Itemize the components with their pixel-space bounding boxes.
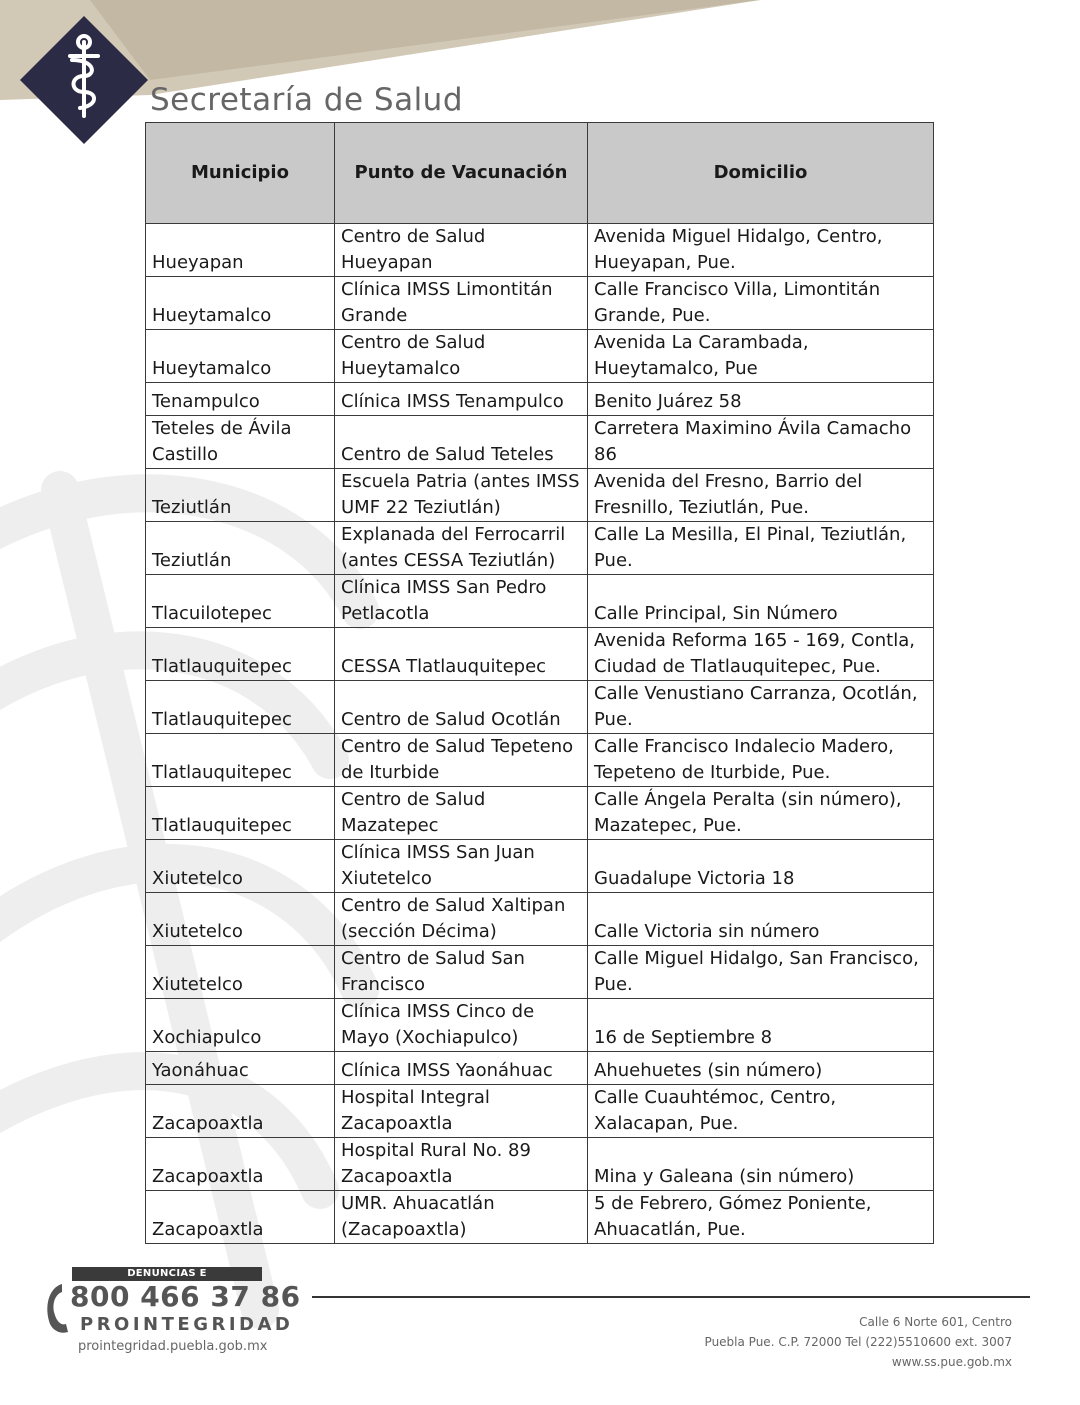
cell-punto: Explanada del Ferrocarril (antes CESSA Teziutlán) (335, 522, 588, 575)
address-line-1: Calle 6 Norte 601, Centro (859, 1315, 1012, 1329)
footer-divider (312, 1296, 1030, 1298)
cell-domicilio: Calle La Mesilla, El Pinal, Teziutlán, Pue. (588, 522, 934, 575)
cell-municipio: Zacapoaxtla (146, 1085, 335, 1138)
cell-domicilio: Guadalupe Victoria 18 (588, 840, 934, 893)
table-row (146, 1138, 934, 1191)
table-row (146, 840, 934, 893)
table-row (146, 416, 934, 469)
table-row (146, 1191, 934, 1244)
cell-municipio: Xochiapulco (146, 999, 335, 1052)
cell-domicilio: Calle Victoria sin número (588, 893, 934, 946)
cell-punto: Hospital Integral Zacapoaxtla (335, 1085, 588, 1138)
prointegridad-label: PROINTEGRIDAD (80, 1314, 294, 1335)
phone-icon (40, 1280, 74, 1336)
cell-municipio: Teziutlán (146, 522, 335, 575)
complaints-phone[interactable]: 800 466 37 86 (70, 1280, 301, 1313)
table-row (146, 1085, 934, 1138)
cell-municipio: Hueytamalco (146, 330, 335, 383)
cell-municipio: Hueyapan (146, 224, 335, 277)
table-row (146, 734, 934, 787)
cell-municipio: Xiutetelco (146, 893, 335, 946)
cell-municipio: Tlatlauquitepec (146, 734, 335, 787)
cell-punto: Clínica IMSS Tenampulco (335, 383, 588, 416)
cell-punto: Centro de Salud Xaltipan (sección Décima) (335, 893, 588, 946)
cell-punto: Clínica IMSS Cinco de Mayo (Xochiapulco) (335, 999, 588, 1052)
cell-domicilio: Calle Principal, Sin Número (588, 575, 934, 628)
cell-domicilio: Calle Ángela Peralta (sin número), Mazatepec, Pue. (588, 787, 934, 840)
cell-domicilio: Ahuehuetes (sin número) (588, 1052, 934, 1085)
cell-punto: CESSA Tlatlauquitepec (335, 628, 588, 681)
cell-municipio: Zacapoaxtla (146, 1191, 335, 1244)
table-header-row (146, 123, 934, 224)
cell-municipio: Hueytamalco (146, 277, 335, 330)
column-header-punto: Punto de Vacunación (335, 123, 588, 224)
cell-punto: Escuela Patria (antes IMSS UMF 22 Teziutlán) (335, 469, 588, 522)
cell-municipio: Xiutetelco (146, 840, 335, 893)
cell-domicilio: Mina y Galeana (sin número) (588, 1138, 934, 1191)
cell-punto: Centro de Salud Hueyapan (335, 224, 588, 277)
cell-domicilio: Calle Miguel Hidalgo, San Francisco, Pue. (588, 946, 934, 999)
cell-punto: Centro de Salud Mazatepec (335, 787, 588, 840)
cell-municipio: Teziutlán (146, 469, 335, 522)
cell-domicilio: Calle Francisco Indalecio Madero, Tepeteno de Iturbide, Pue. (588, 734, 934, 787)
prointegridad-url[interactable]: prointegridad.puebla.gob.mx (78, 1339, 268, 1354)
table-row (146, 999, 934, 1052)
table-row (146, 681, 934, 734)
cell-municipio: Tlatlauquitepec (146, 787, 335, 840)
cell-domicilio: 16 de Septiembre 8 (588, 999, 934, 1052)
secretaria-salud-logo (20, 16, 148, 144)
cell-punto: Centro de Salud Ocotlán (335, 681, 588, 734)
cell-domicilio: Avenida La Carambada, Hueytamalco, Pue (588, 330, 934, 383)
cell-domicilio: Avenida del Fresno, Barrio del Fresnillo, Teziutlán, Pue. (588, 469, 934, 522)
table-row (146, 522, 934, 575)
table-row (146, 330, 934, 383)
website-link[interactable]: www.ss.pue.gob.mx (891, 1355, 1012, 1369)
cell-domicilio: Avenida Reforma 165 - 169, Contla, Ciudad de Tlatlauquitepec, Pue. (588, 628, 934, 681)
vaccination-points-table (145, 122, 934, 1244)
cell-domicilio: Calle Cuauhtémoc, Centro, Xalacapan, Pue. (588, 1085, 934, 1138)
cell-punto: Clínica IMSS Yaonáhuac (335, 1052, 588, 1085)
cell-punto: UMR. Ahuacatlán (Zacapoaxtla) (335, 1191, 588, 1244)
table-row (146, 1052, 934, 1085)
cell-punto: Clínica IMSS San Pedro Petlacotla (335, 575, 588, 628)
cell-punto: Centro de Salud San Francisco (335, 946, 588, 999)
cell-municipio: Tenampulco (146, 383, 335, 416)
complaints-label: DENUNCIAS E (72, 1267, 262, 1281)
table-row (146, 787, 934, 840)
cell-municipio: Zacapoaxtla (146, 1138, 335, 1191)
cell-punto: Clínica IMSS Limontitán Grande (335, 277, 588, 330)
table-row (146, 224, 934, 277)
cell-punto: Clínica IMSS San Juan Xiutetelco (335, 840, 588, 893)
cell-municipio: Teteles de Ávila Castillo (146, 416, 335, 469)
column-header-domicilio: Domicilio (588, 123, 934, 224)
cell-punto: Hospital Rural No. 89 Zacapoaxtla (335, 1138, 588, 1191)
table-row (146, 946, 934, 999)
table-row (146, 575, 934, 628)
cell-municipio: Tlacuilotepec (146, 575, 335, 628)
table-row (146, 893, 934, 946)
brand-name: Secretaría de Salud (150, 82, 464, 118)
table-row (146, 277, 934, 330)
cell-municipio: Tlatlauquitepec (146, 681, 335, 734)
address-line-2: Puebla Pue. C.P. 72000 Tel (222)5510600 ext. 3007 (704, 1335, 1012, 1349)
cell-punto: Centro de Salud Teteles (335, 416, 588, 469)
cell-domicilio: Benito Juárez 58 (588, 383, 934, 416)
cell-domicilio: 5 de Febrero, Gómez Poniente, Ahuacatlán, Pue. (588, 1191, 934, 1244)
cell-domicilio: Calle Venustiano Carranza, Ocotlán, Pue. (588, 681, 934, 734)
cell-punto: Centro de Salud Tepeteno de Iturbide (335, 734, 588, 787)
cell-domicilio: Carretera Maximino Ávila Camacho 86 (588, 416, 934, 469)
cell-municipio: Xiutetelco (146, 946, 335, 999)
cell-municipio: Tlatlauquitepec (146, 628, 335, 681)
table-row (146, 469, 934, 522)
table-row (146, 383, 934, 416)
cell-domicilio: Avenida Miguel Hidalgo, Centro, Hueyapan, Pue. (588, 224, 934, 277)
cell-municipio: Yaonáhuac (146, 1052, 335, 1085)
cell-domicilio: Calle Francisco Villa, Limontitán Grande, Pue. (588, 277, 934, 330)
column-header-municipio: Municipio (146, 123, 335, 224)
cell-punto: Centro de Salud Hueytamalco (335, 330, 588, 383)
table-row (146, 628, 934, 681)
